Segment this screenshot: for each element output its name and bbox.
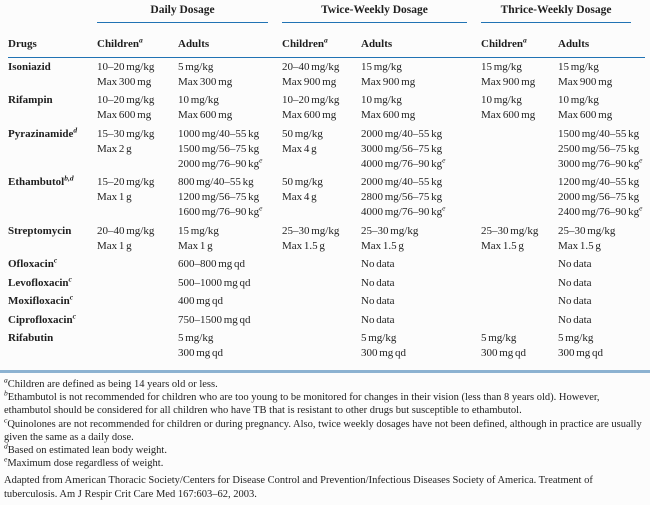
dosage-line: No data	[361, 295, 395, 307]
group-header-cell-twice-weekly	[282, 4, 481, 23]
dosage-cell	[282, 125, 361, 174]
table-bottom-rule	[0, 370, 650, 373]
dosage-line: Max 600 mg	[481, 109, 536, 121]
footnote: $^d$Based on estimated lean body weight.	[4, 441, 167, 457]
dosage-line: No data	[361, 258, 395, 270]
footnote-marker: b	[4, 388, 8, 398]
dosage-line: Max 600 mg	[361, 109, 416, 121]
dosage-cell	[282, 92, 361, 126]
drug-name: Streptomycin	[8, 224, 72, 237]
dosage-line: 2000 mg/76–90 $kg^e$	[178, 154, 263, 170]
dosage-line: 400 mg qd	[178, 295, 224, 307]
column-header-thrice-adults: Adults	[558, 23, 645, 58]
dosage-cell	[178, 222, 282, 256]
dosage-line: No data	[558, 258, 592, 270]
children-label: Children	[481, 38, 523, 50]
dosage-cell	[558, 174, 645, 223]
dosage-line: Max 600 mg	[178, 109, 233, 121]
footnote-marker: b,d	[64, 173, 74, 183]
dosage-line: 800 mg/40–55 kg	[178, 176, 254, 188]
dosage-cell	[481, 58, 558, 92]
table-row	[8, 58, 645, 92]
dosage-cell	[282, 256, 361, 275]
table-row	[8, 92, 645, 126]
dosage-cell	[558, 330, 645, 364]
dosage-line: 2500 mg/56–75 kg	[558, 142, 640, 155]
dosage-line: No data	[558, 295, 592, 307]
dosage-line: Max 1.5 g	[282, 239, 325, 252]
dosage-line: 5 mg/kg	[178, 60, 214, 73]
dosage-cell	[178, 174, 282, 223]
dosage-cell	[282, 293, 361, 312]
dosage-line: 10–20 mg/kg	[97, 94, 155, 106]
dosage-cell	[97, 274, 178, 293]
dosage-cell	[97, 330, 178, 364]
dosage-line: 1600 mg/76–90 $kg^e$	[178, 203, 263, 218]
dosage-line: 10 mg/kg	[361, 94, 402, 106]
dosage-line: 600–800 mg qd	[178, 258, 246, 270]
dosage-table	[8, 4, 645, 363]
children-footnote-marker: a	[522, 35, 527, 45]
dosage-line: 1000 mg/40–55 kg	[178, 127, 260, 140]
dosage-cell	[361, 125, 481, 174]
footnote: $^c$Quinolones are not recommended for children or during pregnancy. Also, twice weekly dosages have not been defined, although in practice are usually given the same as a daily dose.	[4, 415, 642, 443]
dosage-line: 2000 mg/40–55 kg	[361, 176, 443, 188]
dosage-table-body	[8, 58, 645, 364]
group-header-row	[8, 4, 645, 23]
dosage-line: 2800 mg/56–75 kg	[361, 191, 443, 203]
dosage-line: 15 mg/kg	[558, 60, 599, 73]
dosage-line: Max 900 mg	[361, 75, 416, 88]
dosage-line: 10 mg/kg	[558, 94, 599, 106]
dosage-line: Max 1.5 g	[481, 239, 524, 252]
children-footnote-marker: a	[323, 35, 328, 45]
dosage-line: Max 4 g	[282, 191, 317, 203]
dosage-line: 20–40 mg/kg	[282, 60, 340, 73]
dosage-line: Max 1 g	[97, 191, 132, 203]
drug-name: Rifabutin	[8, 332, 54, 344]
dosage-line: 15 mg/kg	[361, 60, 402, 73]
dosage-line: 15 mg/kg	[481, 60, 522, 73]
dosage-cell	[361, 293, 481, 312]
column-header-row	[8, 23, 645, 58]
dosage-line: 2000 mg/40–55 kg	[361, 127, 443, 140]
dosage-cell	[97, 92, 178, 126]
dosage-line: Max 300 mg	[178, 75, 233, 88]
drug-name: Pyrazinamide$^d$	[8, 124, 78, 140]
children-label: Children	[97, 38, 139, 50]
dosage-line: 300 mg qd	[178, 347, 224, 359]
dosage-cell	[97, 222, 178, 256]
dosage-cell	[178, 58, 282, 92]
group-header-cell-daily	[97, 4, 282, 23]
table-row	[8, 274, 645, 293]
dosage-cell	[481, 274, 558, 293]
dosage-line: Max 600 mg	[97, 109, 152, 121]
footnote-marker: e	[442, 154, 446, 164]
dosage-line: 15–30 mg/kg	[97, 127, 155, 140]
dosage-cell	[361, 92, 481, 126]
dosage-line: 500–1000 mg qd	[178, 276, 251, 289]
footnote-marker: c	[69, 292, 74, 302]
table-row	[8, 330, 645, 364]
drug-name: Moxifloxacin$^c$	[8, 292, 74, 307]
column-header-drugs: Drugs	[8, 23, 97, 58]
dosage-cell	[282, 311, 361, 330]
dosage-line: Max 1 g	[178, 239, 213, 252]
dosage-line: 25–30 mg/kg	[481, 224, 539, 237]
dosage-line: Max 900 mg	[558, 75, 613, 88]
dosage-cell	[481, 222, 558, 256]
dosage-cell	[178, 125, 282, 174]
source-citation: Adapted from American Thoracic Society/Centers for Disease Control and Prevention/Infectious Diseases Society of America. Treatment of tuberculosis. Am J Respir Crit Care Med 167:603–62, 2003.	[4, 475, 593, 500]
dosage-line: Max 900 mg	[282, 75, 337, 88]
dosage-cell	[481, 293, 558, 312]
dosage-line: 4000 mg/76–90 $kg^e$	[361, 154, 446, 170]
dosage-line: No data	[361, 276, 395, 289]
column-header-twice-children	[282, 23, 361, 58]
dosage-cell	[361, 222, 481, 256]
dosage-cell	[558, 311, 645, 330]
dosage-cell	[97, 125, 178, 174]
dosage-cell	[558, 125, 645, 174]
dosage-line: 2400 mg/76–90 $kg^e$	[558, 203, 643, 218]
dosage-line: Max 1.5 g	[558, 239, 601, 252]
children-footnote-marker: a	[138, 35, 143, 45]
table-head	[8, 4, 645, 58]
dosage-cell	[481, 125, 558, 174]
dosage-line: 300 mg qd	[361, 347, 407, 359]
dosage-cell	[282, 330, 361, 364]
dosage-line: Max 600 mg	[282, 109, 337, 121]
table-row	[8, 256, 645, 275]
dosage-cell	[282, 58, 361, 92]
dosage-cell	[481, 330, 558, 364]
dosage-line: 1500 mg/40–55 kg	[558, 127, 640, 140]
dosage-cell	[282, 274, 361, 293]
dosage-line: 50 mg/kg	[282, 176, 323, 188]
footnotes-list	[4, 375, 644, 470]
footnote-marker: c	[72, 310, 76, 320]
dosage-line: 10–20 mg/kg	[97, 60, 155, 73]
dosage-cell	[97, 174, 178, 223]
dosage-line: 10 mg/kg	[481, 94, 522, 106]
dosage-cell	[361, 330, 481, 364]
table-row	[8, 222, 645, 256]
dosage-line: 1200 mg/56–75 kg	[178, 191, 260, 203]
dosage-line: Max 1 g	[97, 239, 132, 252]
column-header-thrice-children	[481, 23, 558, 58]
dosage-cell	[481, 256, 558, 275]
dosage-line: 300 mg qd	[481, 347, 527, 359]
dosage-cell	[558, 92, 645, 126]
dosage-line: 15–20 mg/kg	[97, 176, 155, 188]
dosage-line: 2000 mg/56–75 kg	[558, 191, 640, 203]
dosage-line: Max 1.5 g	[361, 239, 404, 252]
footnote-marker: a	[4, 375, 8, 385]
dosage-line: No data	[558, 276, 592, 289]
dosage-line: 5 mg/kg	[178, 332, 214, 344]
drug-name: Ofloxacin$^c$	[8, 255, 58, 270]
dosage-cell	[361, 174, 481, 223]
dosage-line: 4000 mg/76–90 $kg^e$	[361, 203, 446, 218]
drug-name: Ethambutol$^{b,d}$	[8, 173, 74, 188]
dosage-cell	[558, 274, 645, 293]
table-wrapper	[0, 4, 650, 363]
dosage-line: 10 mg/kg	[178, 94, 219, 106]
dosage-line: 5 mg/kg	[361, 332, 397, 344]
dosage-line: 15 mg/kg	[178, 224, 219, 237]
dosage-cell	[178, 293, 282, 312]
dosage-line: 25–30 mg/kg	[361, 224, 419, 237]
drug-name: Rifampin	[8, 94, 53, 106]
dosage-cell	[97, 256, 178, 275]
footnote-marker: e	[4, 454, 8, 464]
dosage-line: 10–20 mg/kg	[282, 94, 340, 106]
dosage-line: 25–30 mg/kg	[282, 224, 340, 237]
group-header-daily: Daily Dosage	[97, 4, 268, 23]
column-header-daily-adults: Adults	[178, 23, 282, 58]
group-header-spacer	[8, 4, 97, 23]
dosage-cell	[97, 58, 178, 92]
dosage-cell	[481, 174, 558, 223]
dosage-line: 25–30 mg/kg	[558, 224, 616, 237]
group-header-cell-thrice-weekly	[481, 4, 645, 23]
footnote-marker: e	[259, 203, 263, 213]
column-header-twice-adults: Adults	[361, 23, 481, 58]
footnote-marker: c	[53, 255, 58, 265]
dosage-line: Max 4 g	[282, 142, 317, 155]
footnote-marker: e	[259, 154, 263, 164]
dosage-cell	[481, 92, 558, 126]
dosage-cell	[97, 311, 178, 330]
table-row	[8, 125, 645, 174]
dosage-cell	[97, 293, 178, 312]
drug-name: Levofloxacin$^c$	[8, 273, 72, 289]
footnote: $^e$Maximum dose regardless of weight.	[4, 454, 164, 470]
dosage-cell	[361, 256, 481, 275]
dosage-line: 5 mg/kg	[558, 332, 594, 344]
table-row	[8, 293, 645, 312]
dosage-line: 3000 mg/76–90 $kg^e$	[558, 154, 643, 170]
dosage-line: 1500 mg/56–75 kg	[178, 142, 260, 155]
dosage-cell	[282, 222, 361, 256]
dosage-line: No data	[361, 313, 395, 326]
dosage-cell	[178, 92, 282, 126]
dosage-cell	[178, 330, 282, 364]
dosage-cell	[558, 293, 645, 312]
dosage-cell	[558, 58, 645, 92]
dosage-cell	[558, 256, 645, 275]
footnote: $^a$Children are defined as being 14 years old or less.	[4, 375, 218, 390]
table-row	[8, 174, 645, 223]
footnote-marker: d	[4, 441, 8, 451]
dosage-line: Max 600 mg	[558, 109, 613, 121]
notes-section	[0, 375, 650, 501]
dosage-line: 5 mg/kg	[481, 332, 517, 344]
dosage-cell	[282, 174, 361, 223]
dosage-cell	[558, 222, 645, 256]
drug-name: Ciprofloxacin$^c$	[8, 310, 76, 326]
dosage-line: 750–1500 mg qd	[178, 313, 251, 326]
footnote-marker: e	[639, 203, 643, 213]
dosage-cell	[361, 274, 481, 293]
table-row	[8, 311, 645, 330]
dosage-line: No data	[558, 313, 592, 326]
footnote-marker: e	[442, 203, 446, 213]
dosage-line: 50 mg/kg	[282, 127, 323, 140]
dosage-cell	[178, 311, 282, 330]
dosage-line: Max 2 g	[97, 142, 132, 155]
dosage-line: 1200 mg/40–55 kg	[558, 176, 640, 188]
dosage-line: 3000 mg/56–75 kg	[361, 142, 443, 155]
column-header-daily-children	[97, 23, 178, 58]
dosage-line: Max 900 mg	[481, 75, 536, 88]
footnote-marker: d	[73, 124, 78, 134]
dosage-line: Max 300 mg	[97, 75, 152, 88]
dosage-cell	[361, 311, 481, 330]
dosage-cell	[178, 274, 282, 293]
drug-name: Isoniazid	[8, 60, 51, 73]
footnote: $^b$Ethambutol is not recommended for children who are too young to be monitored for changes in their vision (less than 8 years old). However, ethambutol should be considered for all children who have TB that is resistant to other drugs but susceptible to ethambutol.	[4, 388, 600, 417]
footnote-marker: c	[4, 415, 8, 425]
footnote-marker: e	[639, 154, 643, 164]
dosage-line: 20–40 mg/kg	[97, 224, 155, 237]
dosage-cell	[481, 311, 558, 330]
dosage-cell	[361, 58, 481, 92]
children-label: Children	[282, 38, 324, 50]
group-header-twice-weekly: Twice-Weekly Dosage	[282, 4, 467, 23]
footnote-marker: c	[68, 273, 72, 283]
dosage-cell	[178, 256, 282, 275]
group-header-thrice-weekly: Thrice-Weekly Dosage	[481, 4, 631, 23]
dosage-line: 300 mg qd	[558, 347, 604, 359]
